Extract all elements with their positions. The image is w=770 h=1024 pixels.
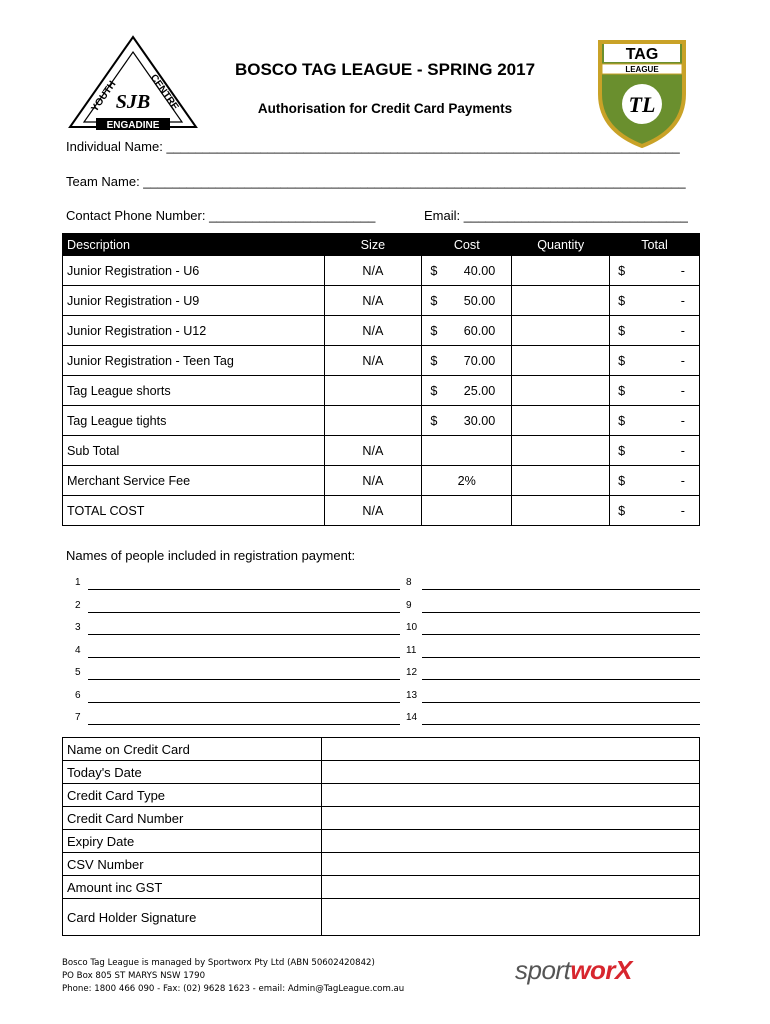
item-cost [422,376,512,406]
merchant-fee-row [63,466,700,496]
name-line-input[interactable] [88,589,400,590]
total-value: - [680,473,685,488]
item-cost [422,316,512,346]
svg-text:YOUTH: YOUTH [89,79,119,115]
total-value: - [680,443,685,458]
svg-text:ENGADINE: ENGADINE [106,120,160,131]
cost-value: 30.00 [463,413,496,428]
name-line-input[interactable] [422,679,700,680]
item-size [324,376,422,406]
name-line-number: 10 [406,622,418,633]
total-value: - [680,383,685,398]
total-currency: $ [618,383,626,398]
svg-text:CENTRE: CENTRE [147,72,181,113]
cost-value: 40.00 [463,263,496,278]
quantity-input[interactable] [512,256,610,286]
footer-line-3: Phone: 1800 466 090 - Fax: (02) 9628 1623 - email: Admin@TagLeague.com.au [62,984,405,994]
item-size: N/A [324,316,422,346]
name-line-number: 6 [75,689,81,701]
page-subtitle: Authorisation for Credit Card Payments [257,101,513,116]
card-row [63,784,700,807]
card-label: Card Holder Signature [63,899,322,936]
credit-card-table [62,737,700,936]
total-currency: $ [618,503,626,518]
name-line-input[interactable] [422,612,700,613]
item-cost [422,256,512,286]
sportworx-logo [515,955,632,986]
quantity-input[interactable] [512,376,610,406]
name-line-input[interactable] [88,724,400,725]
merchant-fee-size: N/A [324,466,422,496]
individual-name-field[interactable]: Individual Name: _______________________________________________________________________ [66,139,680,154]
card-number-input[interactable] [322,807,700,830]
total-currency: $ [618,353,626,368]
youth-centre-logo [66,34,200,132]
cost-currency: $ [430,353,438,368]
name-line-input[interactable] [88,702,400,703]
total-currency: $ [618,473,626,488]
page-title: BOSCO TAG LEAGUE - SPRING 2017 [234,60,536,79]
total-cost-total [610,496,700,526]
name-line-input[interactable] [422,589,700,590]
name-line-number: 5 [75,667,81,678]
subtotal-cost [422,436,512,466]
subtotal-row [63,436,700,466]
name-line-input[interactable] [88,612,400,613]
expiry-date-input[interactable] [322,830,700,853]
email-field[interactable]: Email: _______________________________ [424,208,688,223]
card-label: Today's Date [63,761,322,784]
col-quantity: Quantity [512,234,610,256]
total-cost-quantity [512,496,610,526]
cost-currency: $ [430,383,438,398]
name-line-input[interactable] [422,634,700,635]
table-row [63,406,700,436]
name-line-input[interactable] [422,702,700,703]
name-line-number: 13 [406,689,418,701]
name-line-input[interactable] [422,657,700,658]
card-label: Credit Card Number [63,807,322,830]
total-value: - [680,263,685,278]
registration-table [62,233,700,526]
card-row [63,830,700,853]
col-size: Size [324,234,422,256]
card-label: Name on Credit Card [63,738,322,761]
merchant-fee-quantity [512,466,610,496]
total-cost-label: TOTAL COST [63,496,325,526]
footer-line-1: Bosco Tag League is managed by Sportworx Pty Ltd (ABN 50602420842) [62,958,375,968]
item-size [324,406,422,436]
merchant-fee-rate: 2% [422,466,512,496]
item-cost [422,286,512,316]
total-currency: $ [618,443,626,458]
name-line-number: 14 [406,712,418,723]
name-line-input[interactable] [88,657,400,658]
table-row [63,256,700,286]
name-line-number: 3 [75,622,81,633]
total-value: - [680,323,685,338]
item-total [610,406,700,436]
item-description: Junior Registration - U9 [63,286,325,316]
card-row [63,899,700,936]
total-value: - [680,413,685,428]
quantity-input[interactable] [512,316,610,346]
total-currency: $ [618,293,626,308]
name-line-input[interactable] [422,724,700,725]
card-type-input[interactable] [322,784,700,807]
total-cost-row [63,496,700,526]
table-row [63,316,700,346]
cost-currency: $ [430,323,438,338]
subtotal-size: N/A [324,436,422,466]
quantity-input[interactable] [512,346,610,376]
card-label: Expiry Date [63,830,322,853]
merchant-fee-label: Merchant Service Fee [63,466,325,496]
item-description: Junior Registration - U6 [63,256,325,286]
name-line-input[interactable] [88,634,400,635]
quantity-input[interactable] [512,406,610,436]
item-description: Junior Registration - Teen Tag [63,346,325,376]
name-line-number: 7 [75,712,81,723]
item-size: N/A [324,346,422,376]
name-line-number: 11 [406,644,417,656]
name-on-card-input[interactable] [322,738,700,761]
item-size: N/A [324,256,422,286]
svg-text:LEAGUE: LEAGUE [625,65,659,74]
total-value: - [680,503,685,518]
item-cost [422,406,512,436]
item-total [610,256,700,286]
total-value: - [680,353,685,368]
name-line-number: 1 [75,577,81,588]
total-value: - [680,293,685,308]
name-line-number: 9 [406,599,412,611]
subtotal-quantity [512,436,610,466]
brand-part-a: sport [515,955,571,985]
cost-value: 25.00 [463,383,496,398]
item-description: Junior Registration - U12 [63,316,325,346]
svg-text:TAG: TAG [625,46,659,63]
table-row [63,346,700,376]
card-row [63,807,700,830]
table-row [63,376,700,406]
item-description: Tag League shorts [63,376,325,406]
total-currency: $ [618,413,626,428]
card-row [63,853,700,876]
name-line-number: 4 [75,644,81,656]
total-cost-cost [422,496,512,526]
signature-input[interactable] [322,899,700,936]
card-label: CSV Number [63,853,322,876]
cost-currency: $ [430,413,438,428]
table-header-row [63,234,700,256]
cost-value: 50.00 [463,293,496,308]
total-currency: $ [618,263,626,278]
subtotal-total [610,436,700,466]
col-description: Description [63,234,325,256]
table-row [63,286,700,316]
cost-value: 60.00 [463,323,496,338]
cost-value: 70.00 [463,353,496,368]
name-line-input[interactable] [88,679,400,680]
item-cost [422,346,512,376]
footer [62,957,404,996]
item-total [610,316,700,346]
footer-line-2: PO Box 805 ST MARYS NSW 1790 [62,971,206,981]
name-line-number: 12 [406,667,418,678]
item-total [610,346,700,376]
col-total: Total [610,234,700,256]
subtotal-label: Sub Total [63,436,325,466]
cost-currency: $ [430,263,438,278]
svg-text:TL: TL [628,92,656,117]
csv-number-input[interactable] [322,853,700,876]
svg-text:SJB: SJB [115,91,151,113]
name-line-number: 2 [75,599,81,611]
cost-currency: $ [430,293,438,308]
amount-input[interactable] [322,876,700,899]
card-label: Amount inc GST [63,876,322,899]
total-cost-size: N/A [324,496,422,526]
card-row [63,876,700,899]
team-name-field[interactable]: Team Name: ___________________________________________________________________________ [66,174,686,189]
col-cost: Cost [422,234,512,256]
name-line-number: 8 [406,577,412,588]
item-size: N/A [324,286,422,316]
total-currency: $ [618,323,626,338]
tag-league-logo [592,36,692,148]
merchant-fee-total [610,466,700,496]
card-row [63,761,700,784]
contact-phone-field[interactable]: Contact Phone Number: _______________________ [66,208,376,223]
brand-part-b: worX [570,955,632,985]
card-label: Credit Card Type [63,784,322,807]
card-row [63,738,700,761]
names-section-label: Names of people included in registration payment: [66,548,356,563]
item-description: Tag League tights [63,406,325,436]
item-total [610,376,700,406]
item-total [610,286,700,316]
quantity-input[interactable] [512,286,610,316]
todays-date-input[interactable] [322,761,700,784]
